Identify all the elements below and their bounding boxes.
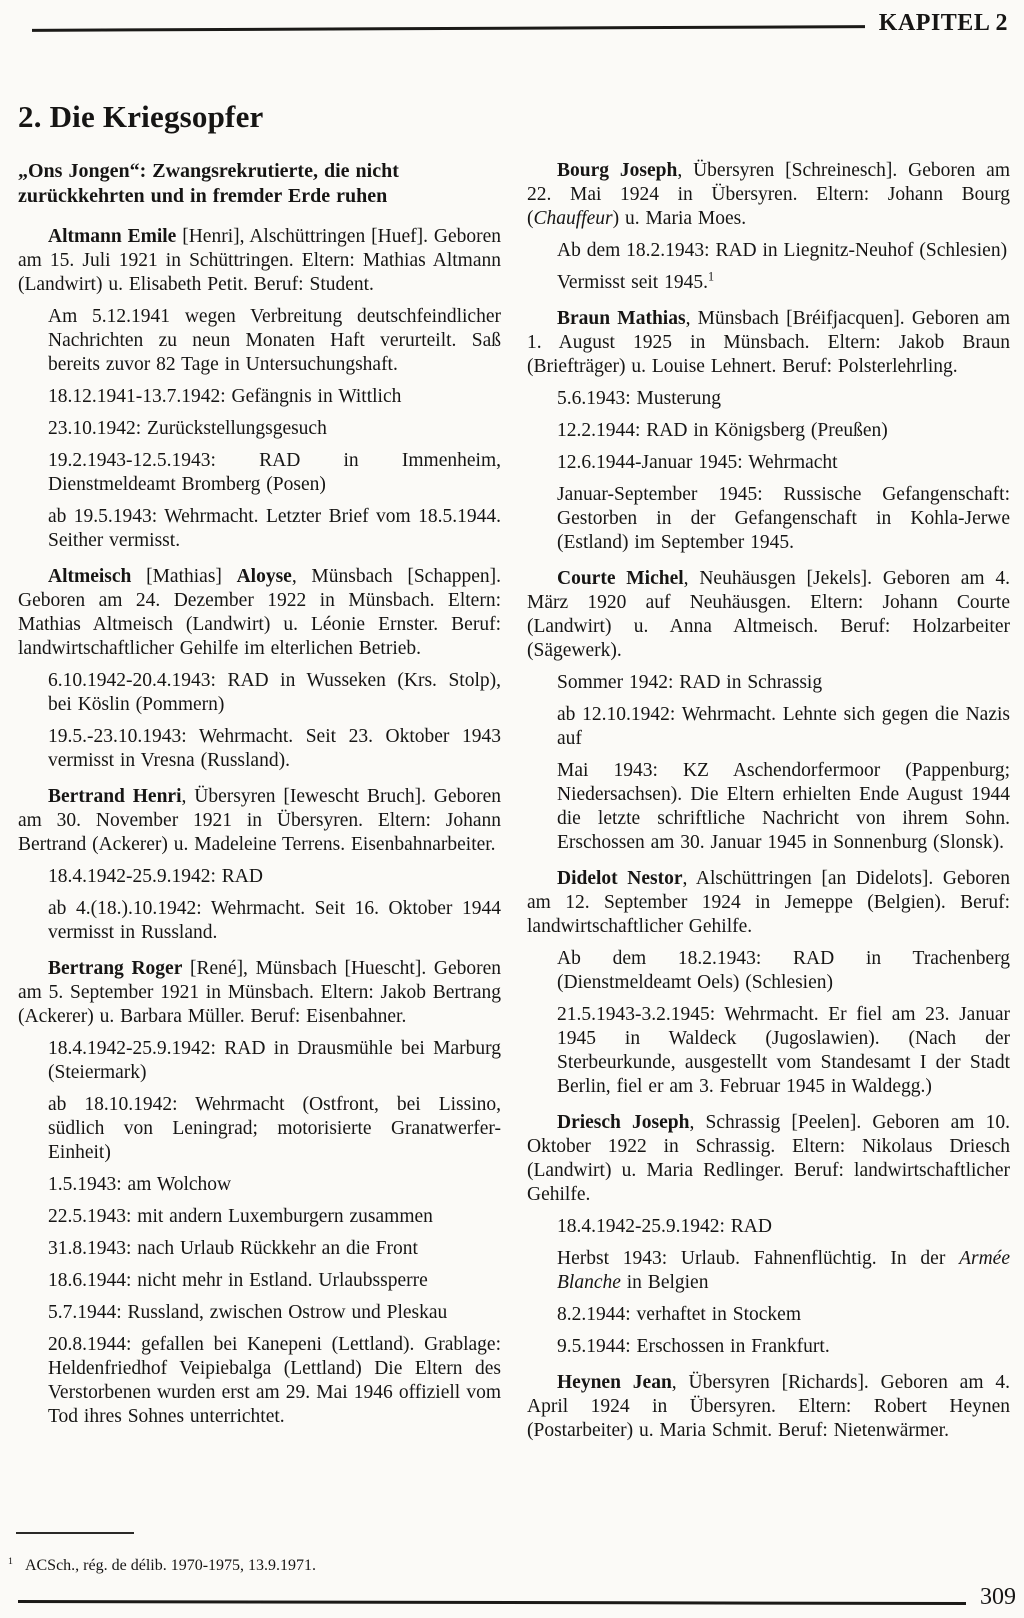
- text-segment: Driesch Joseph: [557, 1112, 690, 1133]
- text-segment: 5.6.1943: Musterung: [557, 388, 722, 409]
- text-segment: , Schrassig [Peelen]. Geboren am 10. Oktober 1922 in Schrassig. Eltern: Nikolaus Driesch (Landwirt) u. Maria Redlinger. Beruf: landwirtschaftlicher Gehilfe.: [527, 1112, 1010, 1205]
- footnote-separator: [16, 1532, 134, 1534]
- entry-bio: [527, 159, 1010, 231]
- footnote-text: ACSch., rég. de délib. 1970-1975, 13.9.1971.: [24, 1557, 317, 1574]
- text-segment: Vermisst seit 1945.: [557, 272, 708, 293]
- text-segment: 18.6.1944: nicht mehr in Estland. Urlaubssperre: [48, 1270, 428, 1291]
- text-segment: Am 5.12.1941 wegen Verbreitung deutschfeindlicher Nachrichten zu neun Monaten Haft verurteilt. Saß bereits zuvor 82 Tage in Untersuchungshaft.: [48, 306, 501, 375]
- text-segment: 18.4.1942-25.9.1942: RAD: [557, 1216, 772, 1237]
- text-segment: Sommer 1942: RAD in Schrassig: [557, 672, 823, 693]
- entry-bio: [527, 307, 1010, 379]
- header-rule: [32, 25, 865, 32]
- entry-bio: [527, 1371, 1010, 1443]
- text-segment: , Übersyren [Iewescht Bruch]. Geboren am 30. November 1921 in Übersyren. Eltern: Johann Bertrand (Ackerer) u. Madeleine Terrens. Eisenbahnarbeiter.: [18, 786, 501, 855]
- entry-event: [557, 451, 1010, 475]
- text-segment: Courte Michel: [557, 568, 684, 589]
- text-segment: 18.4.1942-25.9.1942: RAD in Drausmühle bei Marburg (Steiermark): [48, 1038, 501, 1083]
- text-segment: 6.10.1942-20.4.1943: RAD in Wusseken (Krs. Stolp), bei Köslin (Pommern): [48, 670, 501, 715]
- entry-event: [557, 239, 1010, 263]
- entry-bio: [527, 867, 1010, 939]
- text-segment: , Neuhäusgen [Jekels]. Geboren am 4. März 1920 auf Neuhäusgen. Eltern: Johann Courte (Landwirt) u. Anna Altmeisch. Beruf: Holzarbeiter (Sägewerk).: [527, 568, 1010, 661]
- entry-event: [557, 1303, 1010, 1327]
- entry-event: [48, 1237, 501, 1261]
- chapter-label: KAPITEL 2: [878, 10, 1008, 36]
- entry-event: [557, 671, 1010, 695]
- text-segment: Januar-September 1945: Russische Gefangenschaft: Gestorben in der Gefangenschaft in Kohla-Jerwe (Estland) im September 1945.: [557, 484, 1010, 553]
- text-segment: Didelot Nestor: [557, 868, 683, 889]
- text-segment: ab 19.5.1943: Wehrmacht. Letzter Brief vom 18.5.1944. Seither vermisst.: [48, 506, 501, 551]
- footnote: [8, 1556, 316, 1576]
- text-segment: Herbst 1943: Urlaub. Fahnenflüchtig. In der: [557, 1248, 960, 1269]
- right-column: [527, 159, 1010, 1443]
- page-title: 2. Die Kriegsopfer: [18, 99, 264, 134]
- text-segment: , Münsbach [Bréifjacquen]. Geboren am 1. August 1925 in Münsbach. Eltern: Jakob Braun (Briefträger) u. Louise Lehnert. Beruf: Polsterlehrling.: [527, 308, 1010, 377]
- entry-event: [557, 1003, 1010, 1099]
- entry-event: [557, 419, 1010, 443]
- entry-event: [557, 759, 1010, 855]
- text-segment: Bourg Joseph: [557, 160, 678, 181]
- text-segment: 12.2.1944: RAD in Königsberg (Preußen): [557, 420, 888, 441]
- entry-event: [557, 703, 1010, 751]
- text-segment: 1.5.1943: am Wolchow: [48, 1174, 232, 1195]
- entry-event: [557, 387, 1010, 411]
- text-segment: Bertrang Roger: [48, 958, 183, 979]
- text-segment: , Alschüttringen [an Didelots]. Geboren am 12. September 1924 in Jemeppe (Belgien). Beruf: landwirtschaftlicher Gehilfe.: [527, 868, 1010, 937]
- entry-event: [557, 1335, 1010, 1359]
- text-segment: ab 4.(18.).10.1942: Wehrmacht. Seit 16. Oktober 1944 vermisst in Russland.: [48, 898, 501, 943]
- entry-bio: [527, 567, 1010, 663]
- page-header: [18, 10, 1010, 37]
- entry-event: [557, 1247, 1010, 1295]
- entry-bio: [18, 785, 501, 857]
- text-segment: Armée Blanche: [557, 1248, 1010, 1293]
- text-segment: , Übersyren [Richards]. Geboren am 4. April 1924 in Übersyren. Eltern: Robert Heynen (Postarbeiter) u. Maria Schmit. Beruf: Nietenwärmer.: [527, 1372, 1011, 1441]
- text-segment: Braun Mathias: [557, 308, 686, 329]
- entry-event: [557, 947, 1010, 995]
- text-segment: 12.6.1944-Januar 1945: Wehrmacht: [557, 452, 838, 473]
- entry-event: [48, 1205, 501, 1229]
- entry-event: [48, 305, 501, 377]
- text-segment: 19.5.-23.10.1943: Wehrmacht. Seit 23. Oktober 1943 vermisst in Vresna (Russland).: [48, 726, 501, 771]
- left-column: [18, 159, 501, 1443]
- text-segment: ab 18.10.1942: Wehrmacht (Ostfront, bei Lissino, südlich von Leningrad; motorisierte Granatwerfer-Einheit): [48, 1094, 501, 1163]
- entry-event: [48, 1301, 501, 1325]
- text-segment: [René], Münsbach [Huescht]. Geboren am 5. September 1921 in Münsbach. Eltern: Jakob Bertrang (Ackerer) u. Barbara Müller. Beruf: Eisenbahner.: [18, 958, 501, 1027]
- text-segment: 18.12.1941-13.7.1942: Gefängnis in Wittlich: [48, 386, 402, 407]
- entry-event: [48, 725, 501, 773]
- entry-event: [48, 385, 501, 409]
- text-segment: 23.10.1942: Zurückstellungsgesuch: [48, 418, 327, 439]
- entry-bio: [18, 225, 501, 297]
- text-segment: Altmeisch: [48, 566, 132, 587]
- text-segment: [Mathias]: [131, 566, 237, 587]
- text-segment: Chauffeur: [533, 208, 613, 229]
- text-segment: Aloyse: [236, 566, 292, 587]
- entry-event: [48, 1093, 501, 1165]
- entry-bio: [527, 1111, 1010, 1207]
- text-segment: 18.4.1942-25.9.1942: RAD: [48, 866, 263, 887]
- text-segment: 8.2.1944: verhaftet in Stockem: [557, 1304, 801, 1325]
- entry-event: [48, 449, 501, 497]
- text-segment: Mai 1943: KZ Aschendorfermoor (Pappenburg; Niedersachsen). Die Eltern erhielten Ende August 1944 die letzte schriftliche Nachricht von ihrem Sohn. Erschossen am 30. Januar 1945 in Sonnenburg (Slonsk).: [557, 760, 1010, 853]
- entry-event: [48, 1037, 501, 1085]
- text-segment: , Münsbach [Schappen]. Geboren am 24. Dezember 1922 in Münsbach. Eltern: Mathias Altmeisch (Landwirt) u. Léonie Ernster. Beruf: landwirtschaftlicher Gehilfe im elterlichen Betrieb.: [18, 566, 501, 659]
- footnote-marker: 1: [8, 1555, 13, 1567]
- text-segment: 22.5.1943: mit andern Luxemburgern zusammen: [48, 1206, 433, 1227]
- entry-event: [557, 483, 1010, 555]
- text-segment: , Übersyren [Schreinesch]. Geboren am 22. Mai 1924 in Übersyren. Eltern: Johann Bourg (: [527, 160, 1010, 229]
- text-segment: 5.7.1944: Russland, zwischen Ostrow und Pleskau: [48, 1302, 448, 1323]
- entry-event: [48, 417, 501, 441]
- entry-event: [48, 1173, 501, 1197]
- text-segment: 20.8.1944: gefallen bei Kanepeni (Lettland). Grablage: Heldenfriedhof Veipiebalga (Lettland) Die Eltern des Verstorbenen wurden erst am 29. Mai 1946 offiziell vom Tod ihres Sohnes unterrichtet.: [48, 1334, 501, 1427]
- footer-rule: [18, 1600, 966, 1605]
- text-segment: 31.8.1943: nach Urlaub Rückkehr an die Front: [48, 1238, 418, 1259]
- text-columns: [18, 159, 1010, 1443]
- text-segment: 1: [707, 269, 715, 284]
- text-segment: ) u. Maria Moes.: [612, 208, 747, 229]
- text-segment: Heynen Jean: [557, 1372, 672, 1393]
- entry-bio: [18, 957, 501, 1029]
- text-segment: 21.5.1943-3.2.1945: Wehrmacht. Er fiel am 23. Januar 1945 in Waldeck (Jugoslawien). (Nach der Sterbeurkunde, ausgestellt vom Standesamt I der Stadt Berlin, fiel er am 3. Februar 1945 in Waldegg.): [557, 1004, 1010, 1097]
- entry-event: [48, 1269, 501, 1293]
- text-segment: Altmann Emile: [48, 226, 177, 247]
- entry-event: [557, 271, 1010, 295]
- text-segment: Bertrand Henri: [48, 786, 182, 807]
- text-segment: „Ons Jongen“: Zwangsrekrutierte, die nicht zurückkehrten und in fremder Erde ruhen: [18, 160, 399, 207]
- text-segment: 9.5.1944: Erschossen in Frankfurt.: [557, 1336, 830, 1357]
- text-segment: in Belgien: [620, 1272, 709, 1293]
- entry-event: [48, 897, 501, 945]
- entry-event: [557, 1215, 1010, 1239]
- entry-event: [48, 669, 501, 717]
- entry-event: [48, 505, 501, 553]
- section-subtitle: [18, 159, 501, 209]
- text-segment: Ab dem 18.2.1943: RAD in Liegnitz-Neuhof (Schlesien): [557, 240, 1008, 261]
- entry-bio: [18, 565, 501, 661]
- text-segment: [Henri], Alschüttringen [Huef]. Geboren am 15. Juli 1921 in Schüttringen. Eltern: Mathias Altmann (Landwirt) u. Elisabeth Petit. Beruf: Student.: [18, 226, 502, 295]
- text-segment: Ab dem 18.2.1943: RAD in Trachenberg (Dienstmeldeamt Oels) (Schlesien): [557, 948, 1010, 993]
- entry-event: [48, 1333, 501, 1429]
- text-segment: ab 12.10.1942: Wehrmacht. Lehnte sich gegen die Nazis auf: [557, 704, 1010, 749]
- entry-event: [48, 865, 501, 889]
- text-segment: 19.2.1943-12.5.1943: RAD in Immenheim, Dienstmeldeamt Bromberg (Posen): [48, 450, 501, 495]
- page-number: 309: [980, 1584, 1016, 1610]
